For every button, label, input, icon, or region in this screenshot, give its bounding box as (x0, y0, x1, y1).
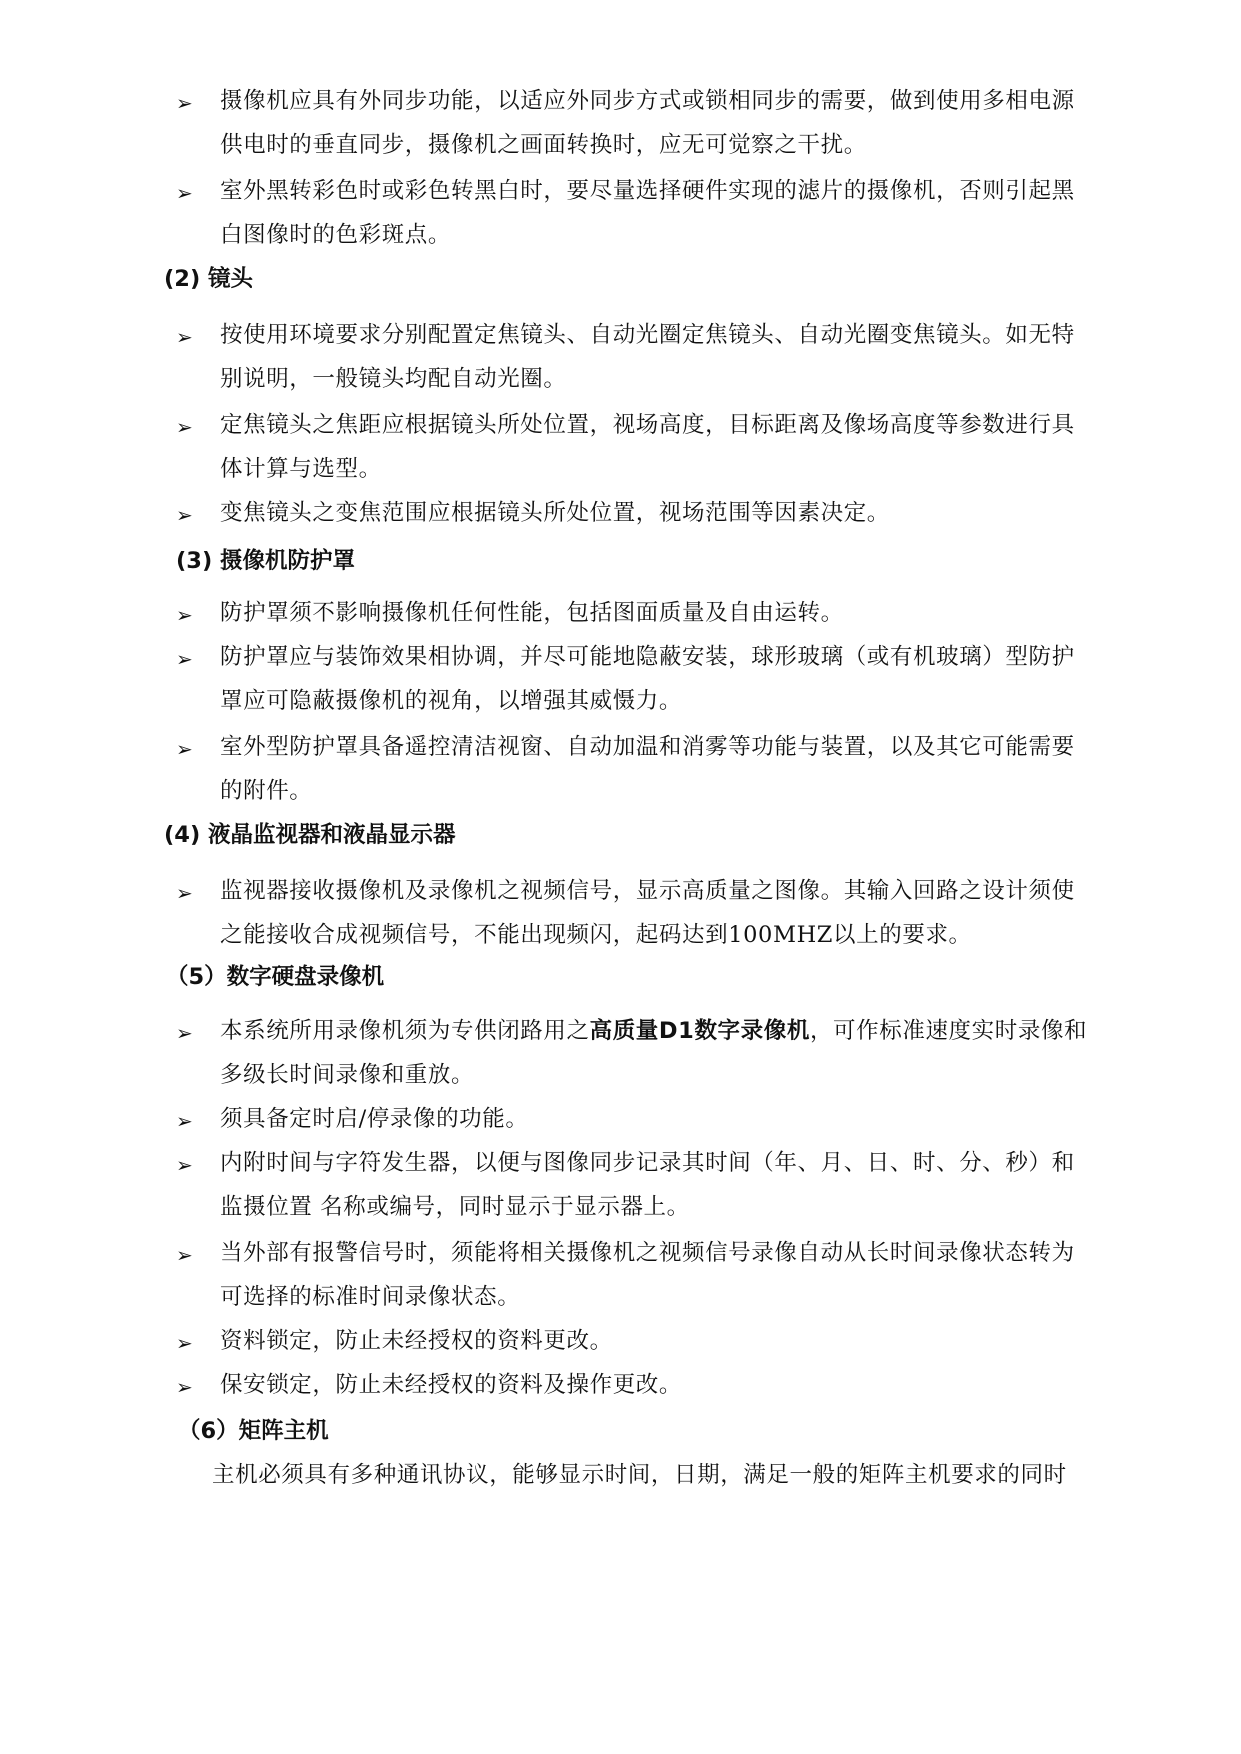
emphasis-text: 高质量D1数字录像机 (589, 1018, 810, 1044)
text-line: 体计算与选型。 (220, 456, 382, 482)
bullet-icon: ➢ (176, 181, 193, 205)
bullet-icon: ➢ (176, 325, 193, 349)
text-line: 定焦镜头之焦距应根据镜头所处位置，视场高度，目标距离及像场高度等参数进行具 (220, 412, 1075, 438)
text-line: 资料锁定，防止未经授权的资料更改。 (220, 1328, 613, 1354)
text-line: 监摄位置 名称或编号，同时显示于显示器上。 (220, 1194, 690, 1220)
section-heading: （6）矩阵主机 (178, 1418, 329, 1444)
text-line: 多级长时间录像和重放。 (220, 1062, 475, 1088)
text-line: 内附时间与字符发生器，以便与图像同步记录其时间（年、月、日、时、分、秒）和 (220, 1150, 1075, 1176)
text-line: 须具备定时启/停录像的功能。 (220, 1106, 529, 1132)
text-line: 当外部有报警信号时，须能将相关摄像机之视频信号录像自动从长时间录像状态转为 (220, 1240, 1075, 1266)
bullet-icon: ➢ (176, 503, 193, 527)
bullet-icon: ➢ (176, 1243, 193, 1267)
text-line: 摄像机应具有外同步功能，以适应外同步方式或锁相同步的需要，做到使用多相电源 (220, 88, 1075, 114)
section-heading: (2) 镜头 (164, 266, 254, 292)
text-line: 可选择的标准时间录像状态。 (220, 1284, 521, 1310)
bullet-icon: ➢ (176, 603, 193, 627)
text-line: 防护罩须不影响摄像机任何性能，包括图面质量及自由运转。 (220, 600, 844, 626)
bullet-icon: ➢ (176, 1331, 193, 1355)
paragraph-line: 主机必须具有多种通讯协议，能够显示时间，日期，满足一般的矩阵主机要求的同时 (212, 1462, 1067, 1488)
bullet-icon: ➢ (176, 91, 193, 115)
section-heading: (3) 摄像机防护罩 (176, 548, 356, 574)
text-line: 保安锁定，防止未经授权的资料及操作更改。 (220, 1372, 683, 1398)
text-line: 供电时的垂直同步，摄像机之画面转换时，应无可觉察之干扰。 (220, 132, 867, 158)
text-line: 罩应可隐蔽摄像机的视角，以增强其威慑力。 (220, 688, 683, 714)
section-heading: (4) 液晶监视器和液晶显示器 (164, 822, 456, 848)
text-segment: ，可作标准速度实时录像和 (809, 1018, 1088, 1044)
bullet-icon: ➢ (176, 1153, 193, 1177)
text-line: 别说明，一般镜头均配自动光圈。 (220, 366, 567, 392)
bullet-icon: ➢ (176, 881, 193, 905)
text-line: 防护罩应与装饰效果相协调，并尽可能地隐蔽安装，球形玻璃（或有机玻璃）型防护 (220, 644, 1075, 670)
text-line: 室外黑转彩色时或彩色转黑白时，要尽量选择硬件实现的滤片的摄像机，否则引起黑 (220, 178, 1075, 204)
text-line: 按使用环境要求分别配置定焦镜头、自动光圈定焦镜头、自动光圈变焦镜头。如无特 (220, 322, 1075, 348)
text-line (220, 1016, 1087, 1046)
text-line: 变焦镜头之变焦范围应根据镜头所处位置，视场范围等因素决定。 (220, 500, 890, 526)
text-line: 室外型防护罩具备遥控清洁视窗、自动加温和消雾等功能与装置，以及其它可能需要 (220, 734, 1075, 760)
text-line: 监视器接收摄像机及录像机之视频信号，显示高质量之图像。其输入回路之设计须使 (220, 878, 1075, 904)
bullet-icon: ➢ (176, 737, 193, 761)
bullet-icon: ➢ (176, 415, 193, 439)
text-line: 白图像时的色彩斑点。 (220, 222, 452, 248)
bullet-icon: ➢ (176, 1109, 193, 1133)
bullet-icon: ➢ (176, 1375, 193, 1399)
text-line: 的附件。 (220, 778, 313, 804)
section-heading: （5）数字硬盘录像机 (166, 964, 385, 990)
text-segment: 本系统所用录像机须为专供闭路用之 (220, 1018, 590, 1044)
bullet-icon: ➢ (176, 1021, 193, 1045)
text-line: 之能接收合成视频信号，不能出现频闪，起码达到100MHZ以上的要求。 (220, 922, 972, 948)
bullet-icon: ➢ (176, 647, 193, 671)
